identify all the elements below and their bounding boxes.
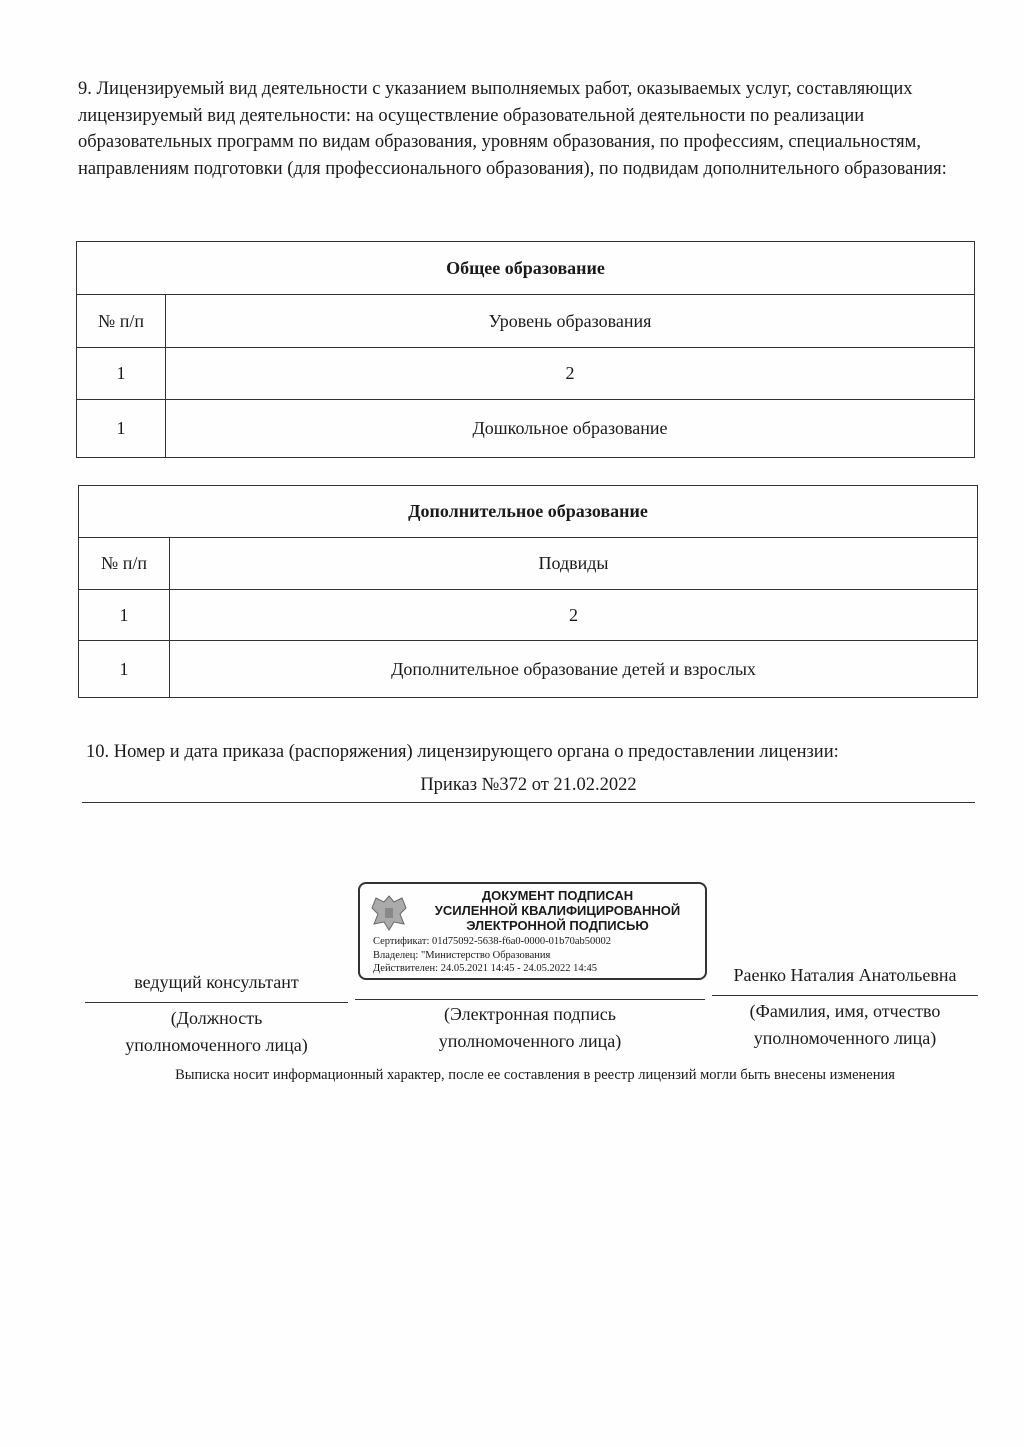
electronic-signature-stamp	[358, 882, 707, 980]
caption-line: (Фамилия, имя, отчество	[749, 1001, 941, 1021]
cell: Дошкольное образование	[166, 400, 975, 458]
table-title: Общее образование	[77, 242, 975, 295]
signature-line	[355, 999, 705, 1000]
cell: 1	[79, 590, 170, 641]
header-number: № п/п	[77, 295, 166, 348]
stamp-line: УСИЛЕННОЙ КВАЛИФИЦИРОВАННОЙ	[434, 903, 681, 918]
cell: 1	[77, 400, 166, 458]
table-row	[79, 590, 978, 641]
coat-of-arms-icon	[368, 890, 410, 934]
validity: Действителен: 24.05.2021 14:45 - 24.05.2022 14:45	[373, 963, 598, 974]
header-subtypes: Подвиды	[170, 538, 978, 590]
position-caption	[85, 1005, 348, 1059]
certificate: Сертификат: 01d75092-5638-f6a0-0000-01b70ab50002	[373, 936, 612, 947]
cell: 2	[166, 348, 975, 400]
position-line	[85, 1002, 348, 1003]
name-value: Раенко Наталия Анатольевна	[733, 965, 957, 985]
order-number: Приказ №372 от 21.02.2022	[82, 775, 975, 803]
header-level: Уровень образования	[166, 295, 975, 348]
general-education-table	[76, 241, 975, 458]
stamp-line: ЭЛЕКТРОННОЙ ПОДПИСЬЮ	[466, 918, 649, 933]
cell: 2	[170, 590, 978, 641]
additional-education-table	[78, 485, 978, 698]
header-number: № п/п	[79, 538, 170, 590]
cell: 1	[79, 641, 170, 698]
footer-note: Выписка носит информационный характер, после ее составления в реестр лицензий могли быть внесены изменения	[175, 1067, 895, 1083]
section-10-text: 10. Номер и дата приказа (распоряжения) лицензирующего органа о предоставлении лицензии:	[86, 742, 839, 762]
section-9-text: 9. Лицензируемый вид деятельности с указанием выполняемых работ, оказываемых услуг, составляющих лицензируемый вид деятельности: на осуществление образовательной деятельности по реализации образовательных программ по видам образования, уровням образования, по профессиям, специальностям, направлениям подготовки (для профессионального образования), по подвидам дополнительного образования:	[78, 79, 947, 179]
cell: Дополнительное образование детей и взрослых	[170, 641, 978, 698]
caption-line: уполномоченного лица)	[125, 1035, 308, 1055]
position-value: ведущий консультант	[134, 972, 299, 992]
caption-line: (Электронная подпись	[444, 1004, 616, 1024]
table-title: Дополнительное образование	[79, 486, 978, 538]
signature-caption	[355, 1001, 705, 1055]
stamp-heading	[416, 888, 699, 933]
caption-line: (Должность	[170, 1008, 263, 1028]
table-row	[79, 641, 978, 698]
caption-line: уполномоченного лица)	[438, 1031, 622, 1051]
owner: Владелец: "Министерство Образования	[373, 950, 551, 961]
cell: 1	[77, 348, 166, 400]
table-row	[77, 348, 975, 400]
name-caption	[712, 998, 978, 1052]
stamp-line: ДОКУМЕНТ ПОДПИСАН	[481, 888, 634, 903]
caption-line: уполномоченного лица)	[753, 1028, 937, 1048]
name-line	[712, 995, 978, 996]
table-row	[77, 400, 975, 458]
